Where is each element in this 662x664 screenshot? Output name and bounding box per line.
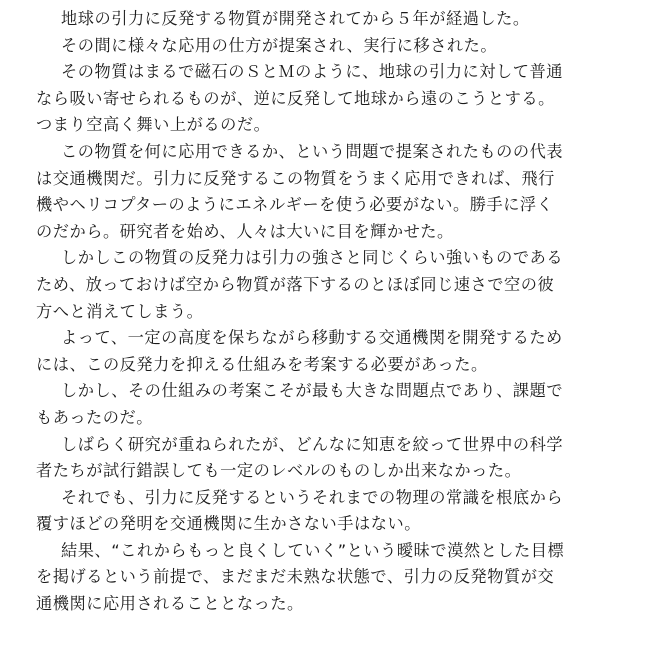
text-line: には、この反発力を抑える仕組みを考案する必要があった。	[36, 354, 488, 374]
text-line: 方へと消えてしまう。	[36, 301, 204, 321]
text-line: もあったのだ。	[36, 407, 153, 427]
text-line: 地球の引力に反発する物質が開発されてから５年が経過した。	[61, 9, 530, 28]
text-line: 通機関に応用されることとなった。	[36, 594, 304, 614]
text-line: 結果、“これからもっと良くしていく”という曖昧で漠然とした目標	[61, 540, 565, 560]
text-line: この物質を何に応用できるか、という問題で提案されたものの代表	[61, 141, 564, 161]
text-line: その間に様々な応用の仕方が提案され、実行に移された。	[61, 35, 498, 55]
text-line: を掲げるという前提で、まだまだ未熟な状態で、引力の反発物質が交	[36, 567, 555, 587]
text-line: それでも、引力に反発するというそれまでの物理の常識を根底から	[61, 487, 564, 507]
text-line: しかしこの物質の反発力は引力の強さと同じくらい強いものである	[61, 248, 564, 268]
text-line: 覆すほどの発明を交通機関に生かさない手はない。	[36, 514, 421, 534]
text-line: よって、一定の高度を保ちながら移動する交通機関を開発するため	[61, 328, 563, 348]
text-line: は交通機関だ。引力に反発するこの物質をうまく応用できれば、飛行	[36, 168, 555, 188]
text-line: つまり空高く舞い上がるのだ。	[36, 115, 271, 135]
text-line: ため、放っておけば空から物質が落下するのとほぼ同じ速さで空の彼	[36, 274, 555, 294]
text-line: 者たちが試行錯誤しても一定のレベルのものしか出来なかった。	[36, 461, 522, 481]
document-body	[36, 6, 626, 618]
text-line: しかし、その仕組みの考案こそが最も大きな問題点であり、課題で	[61, 381, 564, 401]
text-line: その物質はまるで磁石のＳとＭのように、地球の引力に対して普通	[61, 62, 563, 82]
text-line: 機やヘリコプターのようにエネルギーを使う必要がない。勝手に浮く	[36, 195, 554, 215]
text-line: のだから。研究者を始め、人々は大いに目を輝かせた。	[36, 221, 454, 241]
text-line: しばらく研究が重ねられたが、どんなに知恵を絞って世界中の科学	[61, 434, 564, 454]
text-line: なら吸い寄せられるものが、逆に反発して地球から遠のこうとする。	[36, 88, 555, 108]
